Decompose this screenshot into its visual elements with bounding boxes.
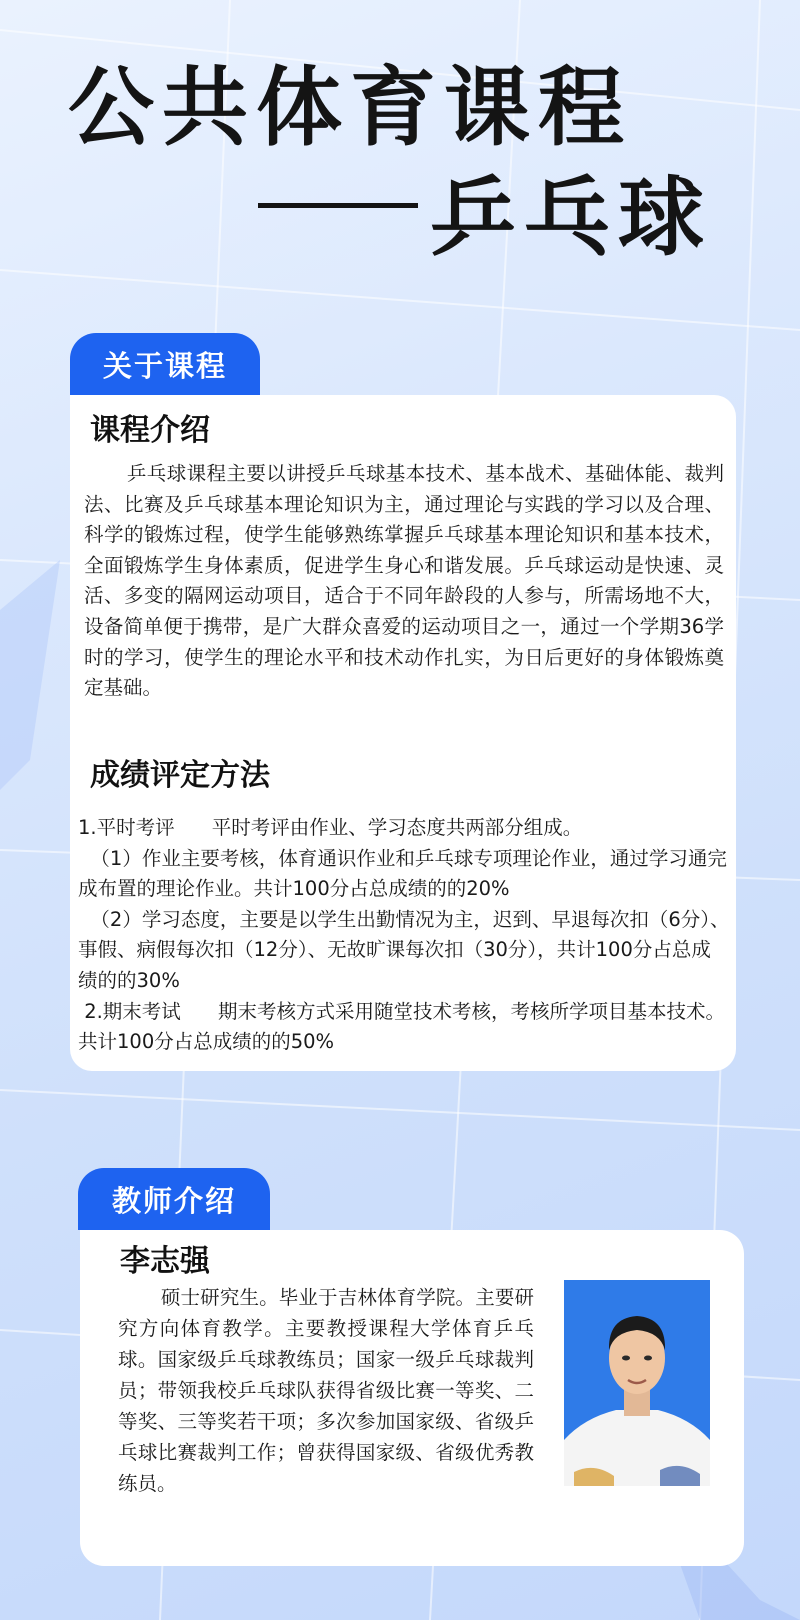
page-title-line2: 乒乓球 [430,168,712,268]
page-title-line1: 公共体育课程 [68,58,632,158]
about-course-tab-label: 关于课程 [102,348,227,383]
teacher-intro-tab [78,1168,270,1230]
teacher-intro-tab-label: 教师介绍 [111,1183,236,1218]
teacher-card [80,1230,744,1566]
grading-line: 1.平时考评 平时考评由作业、学习态度共两部分组成。 [78,816,583,839]
title-dash [258,203,418,208]
teacher-bio: 硕士研究生。毕业于吉林体育学院。主要研究方向体育教学。主要教授课程大学体育乒乓球。国家级乒乓球教练员；国家一级乒乓球裁判员；带领我校乒乓球队获得省级比赛一等奖、二等奖、三等奖若干项；多次参加国家级、省级乒乓球比赛裁判工作；曾获得国家级、省级优秀教练员。 [118,1286,534,1495]
grading-list [78,813,730,1058]
grading-heading: 成绩评定方法 [90,758,270,793]
about-course-card [70,395,736,1071]
grading-line: （2）学习态度，主要是以学生出勤情况为主，迟到、早退每次扣（6分）、事假、病假每次扣（12分）、无故旷课每次扣（30分），共计100分占总成绩的的30% [78,907,730,992]
course-intro-text: 乒乓球课程主要以讲授乒乓球基本技术、基本战术、基础体能、裁判法、比赛及乒乓球基本理论知识为主，通过理论与实践的学习以及合理、科学的锻炼过程，使学生能够熟练掌握乒乓球基本理论知识和基本技术，全面锻炼学生身体素质，促进学生身心和谐发展。乒乓球运动是快速、灵活、多变的隔网运动项目，适合于不同年龄段的人参与，所需场地不大，设备简单便于携带，是广大群众喜爱的运动项目之一，通过一个学期36学时的学习，使学生的理论水平和技术动作扎实，为日后更好的身体锻炼奠定基础。 [84,462,724,700]
grading-line: （1）作业主要考核，体育通识作业和乒乓球专项理论作业，通过学习通完成布置的理论作业。共计100分占总成绩的的20% [78,846,727,901]
teacher-name: 李志强 [120,1244,210,1279]
course-intro-heading: 课程介绍 [90,413,210,448]
about-course-tab [70,333,260,395]
grading-line: 2.期末考试 期末考核方式采用随堂技术考核，考核所学项目基本技术。共计100分占总成绩的的50% [78,999,725,1054]
teacher-photo [564,1280,710,1486]
